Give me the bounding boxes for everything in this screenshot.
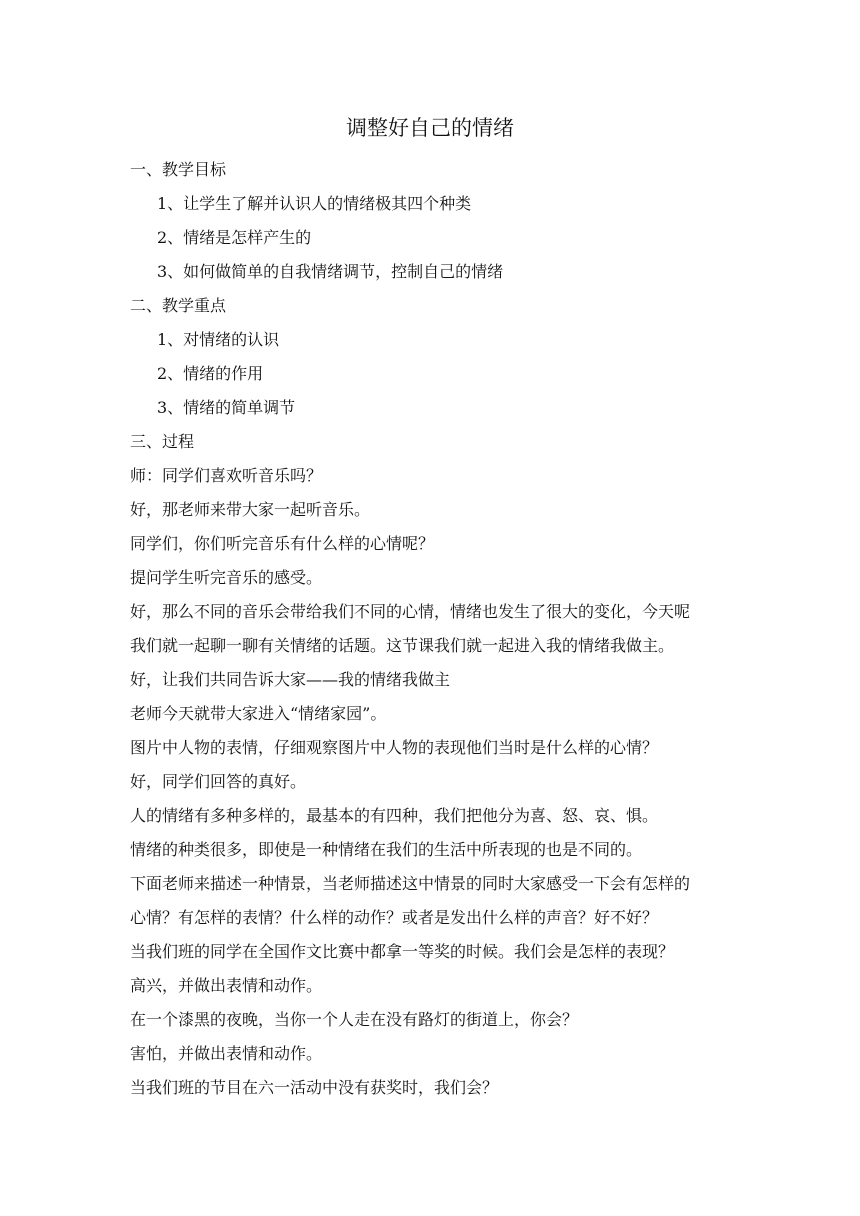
text-line: 同学们，你们听完音乐有什么样的心情呢？ (130, 534, 435, 553)
document-body (0, 153, 860, 1105)
text-line: 心情？有怎样的表情？什么样的动作？或者是发出什么样的声音？好不好？ (130, 908, 659, 927)
text-line: 好，让我们共同告诉大家——我的情绪我做主 (130, 670, 451, 689)
text-line: 老师今天就带大家进入“情绪家园”。 (130, 704, 387, 723)
text-line: 高兴，并做出表情和动作。 (130, 976, 323, 995)
text-line: 3、情绪的简单调节 (157, 398, 296, 417)
text-line: 提问学生听完音乐的感受。 (130, 568, 323, 587)
text-line: 在一个漆黑的夜晚，当你一个人走在没有路灯的街道上，你会？ (130, 1010, 579, 1029)
text-line: 三、过程 (130, 432, 195, 451)
text-line: 1、让学生了解并认识人的情绪极其四个种类 (157, 194, 472, 213)
text-line: 2、情绪的作用 (157, 364, 264, 383)
text-line: 师：同学们喜欢听音乐吗？ (130, 466, 323, 485)
text-line: 图片中人物的表情，仔细观察图片中人物的表现他们当时是什么样的心情？ (130, 738, 659, 757)
document-title: 调整好自己的情绪 (346, 116, 514, 140)
text-line: 一、教学目标 (130, 160, 227, 179)
text-line: 好，那老师来带大家一起听音乐。 (130, 500, 371, 519)
text-line: 2、情绪是怎样产生的 (157, 228, 312, 247)
text-line: 好，同学们回答的真好。 (130, 772, 307, 791)
text-line: 下面老师来描述一种情景，当老师描述这中情景的同时大家感受一下会有怎样的 (130, 874, 691, 893)
text-line: 3、如何做简单的自我情绪调节，控制自己的情绪 (157, 262, 504, 281)
text-line: 当我们班的同学在全国作文比赛中都拿一等奖的时候。我们会是怎样的表现？ (130, 942, 675, 961)
text-line: 1、对情绪的认识 (157, 330, 280, 349)
text-line: 二、教学重点 (130, 296, 227, 315)
text-line: 情绪的种类很多，即使是一种情绪在我们的生活中所表现的也是不同的。 (130, 840, 643, 859)
text-line: 好，那么不同的音乐会带给我们不同的心情，情绪也发生了很大的变化，今天呢 (130, 602, 691, 621)
text-line: 害怕，并做出表情和动作。 (130, 1044, 323, 1063)
text-line: 人的情绪有多种多样的，最基本的有四种，我们把他分为喜、怒、哀、惧。 (130, 806, 659, 825)
text-line: 我们就一起聊一聊有关情绪的话题。这节课我们就一起进入我的情绪我做主。 (130, 636, 675, 655)
text-line: 当我们班的节目在六一活动中没有获奖时，我们会？ (130, 1078, 499, 1097)
